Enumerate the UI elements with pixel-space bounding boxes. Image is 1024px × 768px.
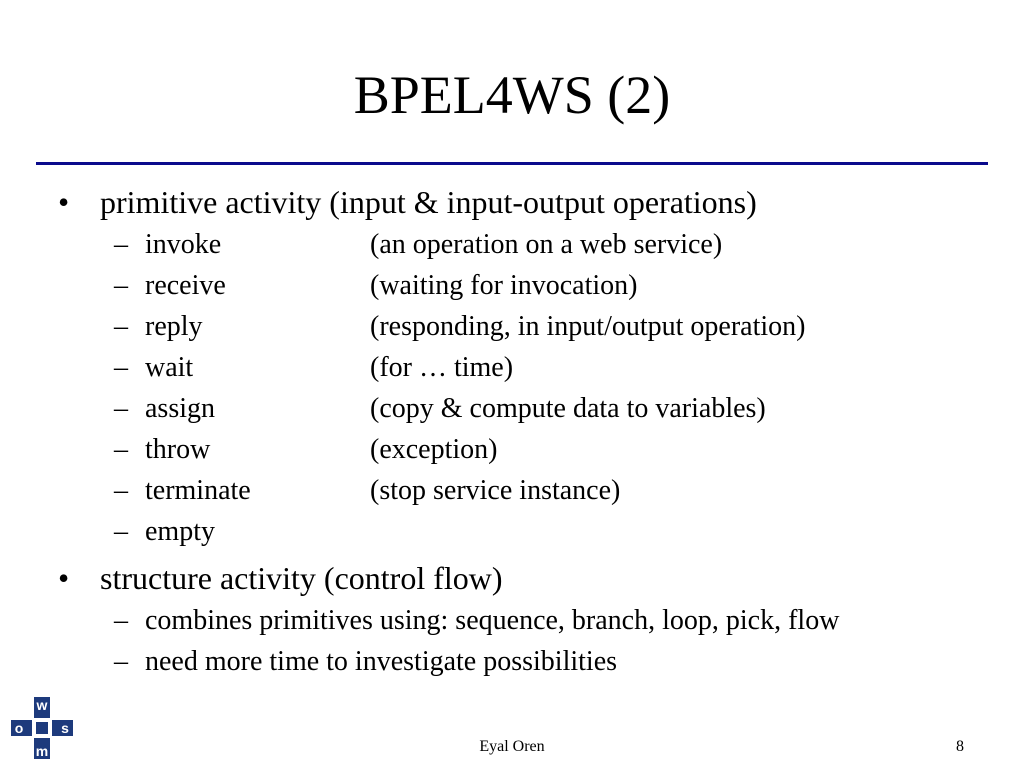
sub-item-term: empty: [145, 516, 215, 547]
logo-letter-bottom: m: [35, 743, 49, 759]
sub-item-need-more-time: [0, 641, 1024, 682]
sub-item-marker: –: [114, 393, 128, 424]
sub-item-term: need more time to investigate possibilities: [145, 646, 618, 677]
logo-center-square: [36, 722, 48, 734]
sub-item-term: invoke: [145, 229, 222, 260]
sub-item-terminate: [0, 470, 1024, 511]
sub-item-description: (for … time): [370, 352, 514, 383]
sub-item-term: receive: [145, 270, 226, 301]
sub-item-marker: –: [114, 352, 128, 383]
slide-title: BPEL4WS (2): [353, 65, 671, 125]
bullet-marker: •: [58, 184, 70, 220]
sub-item-marker: –: [114, 516, 128, 547]
logo-letter-right: s: [61, 720, 69, 736]
bullet-text: primitive activity (input & input-output operations): [100, 184, 757, 220]
bullet-primitive-activity: [0, 180, 1024, 224]
sub-item-description: (responding, in input/output operation): [370, 311, 806, 342]
sub-item-marker: –: [114, 311, 128, 342]
sub-item-description: (copy & compute data to variables): [370, 393, 766, 424]
sub-item-marker: –: [114, 229, 128, 260]
slide-content: [0, 180, 1024, 682]
sub-item-description: (stop service instance): [370, 475, 621, 506]
sub-item-reply: [0, 306, 1024, 347]
logo-letter-top: w: [36, 697, 48, 713]
sub-item-assign: [0, 388, 1024, 429]
logo-letter-left: o: [14, 720, 24, 736]
sub-item-marker: –: [114, 270, 128, 301]
bullet-text: structure activity (control flow): [100, 560, 503, 596]
sub-item-description: (waiting for invocation): [370, 270, 638, 301]
sub-item-empty: [0, 511, 1024, 552]
page-number: 8: [956, 738, 964, 755]
sub-item-description: (an operation on a web service): [370, 229, 723, 260]
sub-item-term: assign: [145, 393, 215, 424]
sub-item-description: (exception): [370, 434, 498, 465]
sub-item-combines-primitives: [0, 600, 1024, 641]
sub-item-term: throw: [145, 434, 211, 465]
bullet-marker: •: [58, 560, 70, 596]
sub-item-term: combines primitives using: sequence, branch, loop, pick, flow: [145, 605, 840, 636]
sub-item-marker: –: [114, 434, 128, 465]
sub-item-term: terminate: [145, 475, 251, 506]
sub-item-term: reply: [145, 311, 203, 342]
bullet-structure-activity: [0, 556, 1024, 600]
footer-author: Eyal Oren: [479, 738, 545, 755]
sub-item-throw: [0, 429, 1024, 470]
sub-item-invoke: [0, 224, 1024, 265]
title-divider: [36, 162, 988, 165]
sub-item-marker: –: [114, 646, 128, 677]
sub-item-marker: –: [114, 475, 128, 506]
sub-item-marker: –: [114, 605, 128, 636]
sub-item-wait: [0, 347, 1024, 388]
sub-item-term: wait: [145, 352, 194, 383]
sub-item-receive: [0, 265, 1024, 306]
